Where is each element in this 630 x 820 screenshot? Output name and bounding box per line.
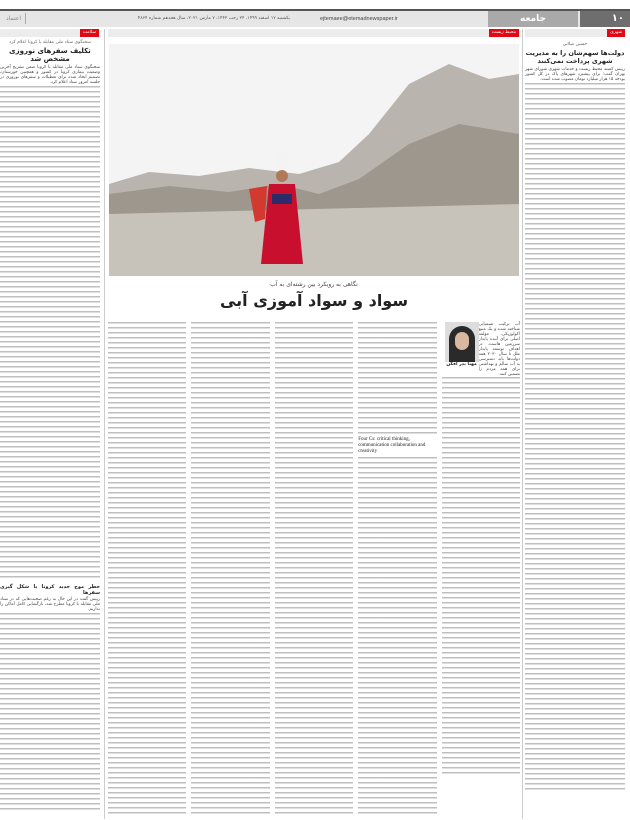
- middle-body-text: [358, 322, 436, 437]
- newspaper-logo: اعتماد: [6, 13, 26, 24]
- right-headline: دولت‌ها سهم‌شان را به مدیریت شهری پرداخت نمی‌کنند: [525, 49, 625, 65]
- column-divider: [522, 29, 523, 819]
- date-line: یکشنبه ۱۷ اسفند ۱۴۹۹، ۲۴ رجب ۱۴۴۲، ۷ مارس ۲۰۲۱، سال هجدهم شماره ۴۸۶۴: [137, 16, 290, 21]
- left-article: [0, 40, 100, 813]
- middle-lead: آب ترکیب شیمیایی شناخته شده و یک منبع اکولوژیکی، مؤلفه اصلی برای آینده پایدار سرزمین هاست. در اهداف توسعه پایدار ملل تا سال ۲۰۳۰ همه دولت‌ها باید دسترسی به آب سالم و بهداشتی برای همه مردم را تضمین کنند.: [478, 322, 520, 377]
- left-body-text-2: [0, 613, 100, 813]
- middle-headline: سواد و سواد آموزی آبی: [219, 291, 409, 310]
- left-sub-lead: رییس گفت در این حال به رغم صحبت‌هایی که در ستاد ملی مقابله با کرونا مطرح شد، بازگشایی کامل اماکن را نداریم.: [0, 597, 100, 612]
- section-title: جامعه: [488, 11, 578, 27]
- left-headline: تکلیف سفرهای نوروزی مشخص شد: [9, 47, 91, 63]
- right-kicker: حسین میلانی: [562, 42, 588, 47]
- middle-body-text: [358, 457, 436, 817]
- right-lead: رییس کمیته محیط زیست و خدمات شهری شورای شهر تهران گفت: برای پیشبرد شهرهای پاک در کل کشور بودجه ۱۵ هزار میلیارد تومان مصوب شده است.: [525, 67, 625, 82]
- middle-section-tag: محیط زیست: [489, 29, 519, 37]
- left-kicker: سخنگوی ستاد ملی مقابله با کرونا اعلام کرد: [9, 40, 91, 45]
- left-lead: سخنگوی ستاد ملی مقابله با کرونا ضمن تشریح آخرین وضعیت بیماری کرونا در کشور و همچنین خوزستان، تصمیم اتخاذ شده برای تعطیلات و سفرهای نوروزی در جلسه امروز ستاد اعلام کرد.: [0, 65, 100, 85]
- column-divider: [104, 29, 105, 819]
- right-body-text: [525, 83, 625, 793]
- left-body-text: [0, 86, 100, 581]
- left-subhead: خطر موج جدید کرونا با شکل گیری سفرها: [0, 584, 100, 596]
- middle-column-4: [191, 322, 269, 817]
- english-terms: Four Cs: critical thinking, communication collaboration and creativity: [358, 437, 426, 454]
- middle-column-3: [275, 322, 353, 817]
- right-section-tag: شهری: [607, 29, 625, 37]
- middle-column-5: [108, 322, 186, 817]
- page-number: ۱۰: [580, 11, 630, 27]
- middle-column-1: [442, 322, 520, 817]
- middle-kicker: نگاهی به رویکرد بین رشته‌ای به آب: [270, 281, 358, 288]
- middle-column-2: [358, 322, 436, 817]
- left-section-tag: سلامت: [80, 29, 99, 37]
- middle-body-text: [442, 377, 520, 777]
- right-article: [525, 42, 625, 793]
- author-photo: [445, 322, 479, 362]
- section-email[interactable]: ejtemaee@etemadnewspaper.ir: [320, 16, 398, 22]
- middle-article-body: [108, 322, 520, 817]
- author-name: مهنا بدر افکن: [446, 362, 477, 367]
- middle-section-bar: [108, 29, 520, 37]
- article-photo: [109, 44, 519, 276]
